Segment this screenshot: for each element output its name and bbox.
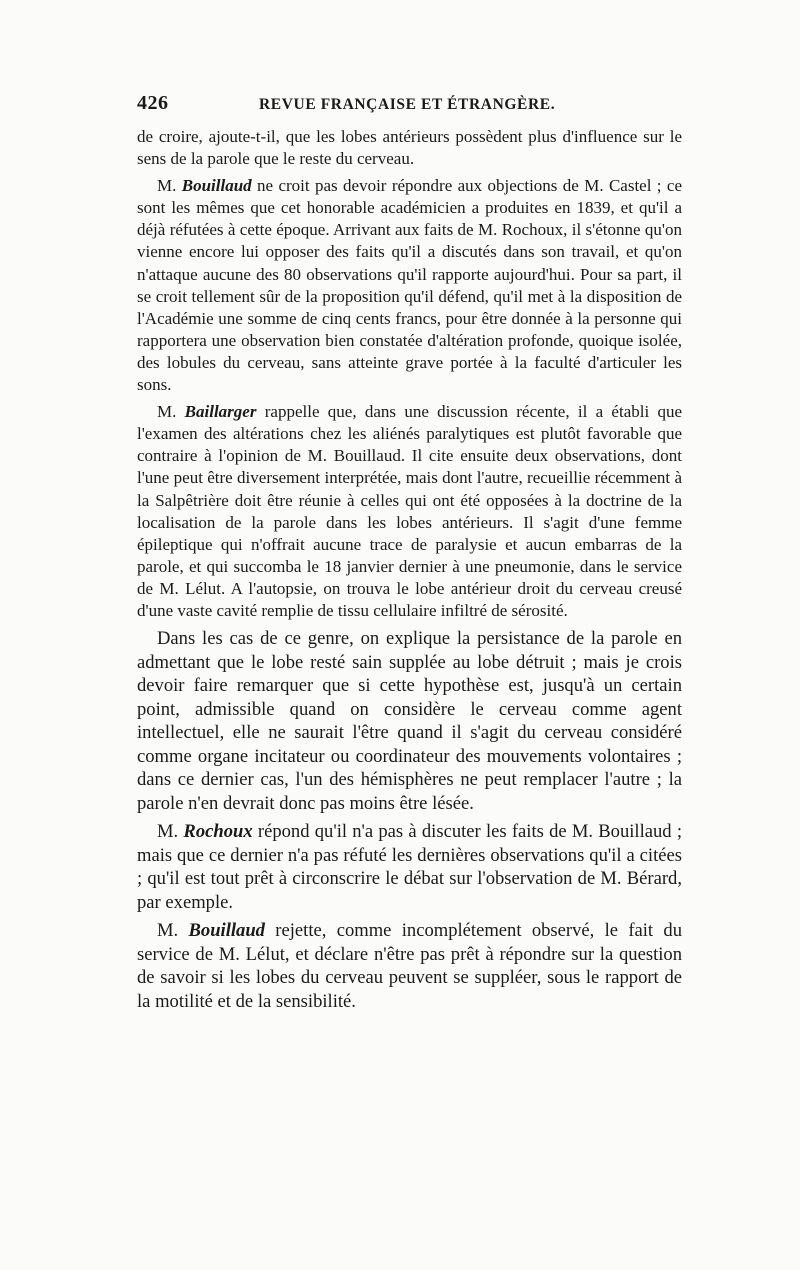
speaker-prefix: M. <box>157 176 177 196</box>
running-head: REVUE FRANÇAISE ET ÉTRANGÈRE. <box>259 96 556 113</box>
speaker-name: Bouillaud <box>188 920 265 942</box>
speaker-name: Rochoux <box>183 821 253 843</box>
paragraph-baillarger <box>137 401 682 622</box>
paragraph-argument <box>137 627 682 815</box>
paragraph-text: Dans les cas de ce genre, on explique la persistance de la parole en admettant que le lobe resté sain supplée au lobe détruit ; mais je crois devoir faire remarquer que si cette hypothèse est, jusqu'à un certain point, admissible quand on considère le cerveau comme agent intellectuel, elle ne saurait l'être quand il s'agit du cerveau considéré comme organe incitateur ou coordinateur des mouvements volontaires ; dans ce dernier cas, l'un des hémisphères ne peut remplacer l'autre ; la parole n'en devrait donc pas moins être lésée. <box>137 628 682 814</box>
paragraph-text: répond qu'il n'a pas à discuter les faits de M. Bouillaud ; mais que ce dernier n'a pas réfuté les dernières observations qu'il a citées ; qu'il est tout prêt à circonscrire le débat sur l'observation de M. Bérard, par exemple. <box>137 821 682 913</box>
paragraph-text: de croire, ajoute-t-il, que les lobes antérieurs possèdent plus d'influence sur le sens de la parole que le reste du cerveau. <box>137 127 682 169</box>
speaker-name: Baillarger <box>184 402 257 422</box>
page-number: 426 <box>137 92 169 114</box>
paragraph-continuation <box>137 126 682 170</box>
speaker-name: Bouillaud <box>181 176 252 196</box>
page-body <box>137 126 682 1013</box>
speaker-prefix: M. <box>157 821 179 843</box>
speaker-prefix: M. <box>157 402 177 422</box>
page-header <box>137 92 682 116</box>
speaker-prefix: M. <box>157 920 179 942</box>
paragraph-text: ne croit pas devoir répondre aux objections de M. Castel ; ce sont les mêmes que cet honorable académicien a produites en 1839, et qu'il a déjà réfutées à cette époque. Arrivant aux faits de M. Rochoux, il s'étonne qu'on vienne encore lui opposer des faits qu'il a discutés dans son travail, et qu'on n'attaque aucune des 80 observations qu'il rapporte aujourd'hui. Pour sa part, il se croit tellement sûr de la proposition qu'il défend, qu'il met à la disposition de l'Académie une somme de cinq cents francs, pour être donnée à la personne qui rapportera une observation bien constatée d'altération profonde, quoique isolée, des lobules du cerveau, sans atteinte grave portée à la faculté d'articuler les sons. <box>137 176 682 395</box>
paragraph-text: rappelle que, dans une discussion récente, il a établi que l'examen des altérations chez les aliénés paralytiques est plutôt favorable que contraire à l'opinion de M. Bouillaud. Il cite ensuite deux observations, dont l'une peut être diversement interprétée, mais dont l'autre, recueillie récemment à la Salpêtrière doit être réunie à celles qui ont été opposées à la doctrine de la localisation de la parole dans les lobes antérieurs. Il s'agit d'une femme épileptique qui n'offrait aucune trace de paralysie et aucun embarras de la parole, et qui succomba le 18 janvier dernier à une pneumonie, dans le service de M. Lélut. A l'autopsie, on trouva le lobe antérieur droit du cerveau creusé d'une vaste cavité remplie de tissu cellulaire infiltré de sérosité. <box>137 402 683 620</box>
paragraph-bouillaud-reply <box>137 175 682 396</box>
paragraph-rochoux <box>137 820 682 914</box>
paragraph-text: rejette, comme incomplétement observé, le fait du service de M. Lélut, et déclare n'être pas prêt à répondre sur la question de savoir si les lobes du cerveau peuvent se suppléer, sous le rapport de la motilité et de la sensibilité. <box>137 920 682 1012</box>
paragraph-bouillaud-final <box>137 919 682 1013</box>
